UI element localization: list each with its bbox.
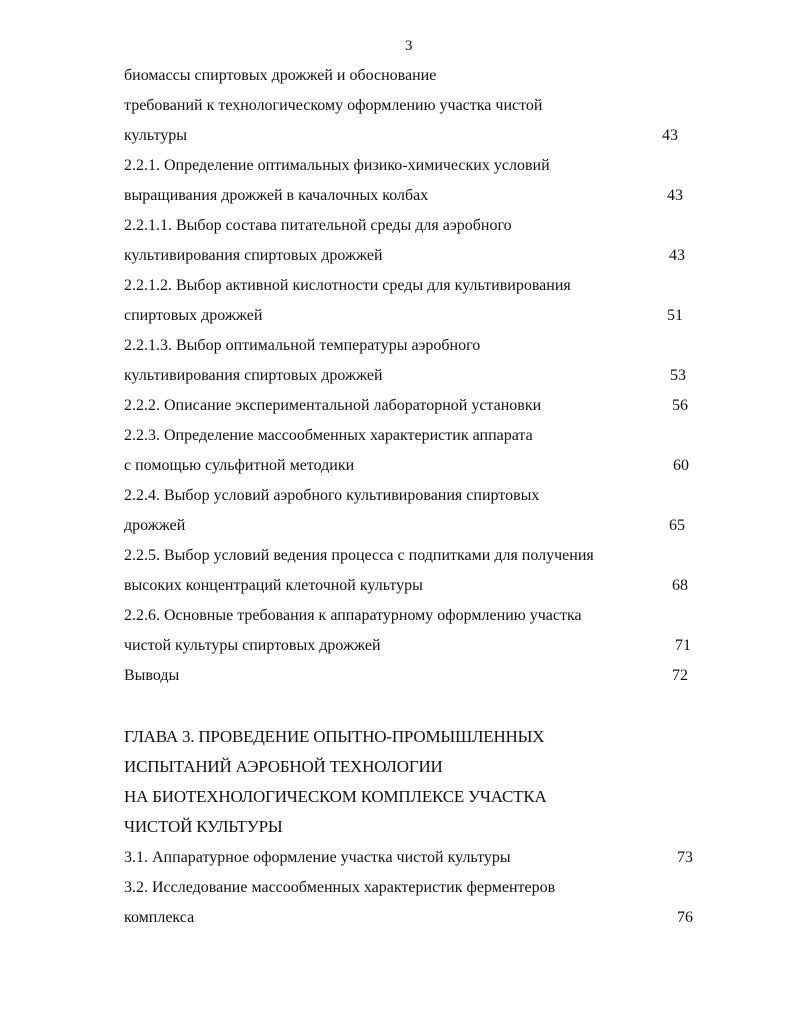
toc-line: 2.2.1.2. Выбор активной кислотности среды для культивирования	[124, 277, 571, 294]
chapter-heading-line: ЧИСТОЙ КУЛЬТУРЫ	[124, 817, 283, 836]
toc-line: 2.2.1.1. Выбор состава питательной среды для аэробного	[124, 217, 512, 234]
toc-line: выращивания дрожжей в качалочных колбах	[124, 187, 429, 204]
toc-page-number: 43	[667, 187, 683, 204]
toc-page-number: 53	[670, 367, 686, 384]
toc-page-number: 73	[677, 849, 693, 866]
toc-line: дрожжей	[124, 517, 186, 534]
toc-page-number: 56	[672, 397, 688, 414]
toc-line: 2.2.4. Выбор условий аэробного культивирования спиртовых	[124, 487, 540, 504]
toc-line: 2.2.1. Определение оптимальных физико-химических условий	[124, 157, 550, 174]
toc-line: биомассы спиртовых дрожжей и обоснование	[124, 67, 437, 84]
toc-line: культивирования спиртовых дрожжей	[124, 247, 383, 264]
toc-line: спиртовых дрожжей	[124, 307, 263, 324]
toc-page-number: 51	[667, 307, 683, 324]
toc-line: чистой культуры спиртовых дрожжей	[124, 637, 381, 654]
toc-line: 2.2.2. Описание экспериментальной лабораторной установки	[124, 397, 542, 414]
toc-line: 2.2.1.3. Выбор оптимальной температуры аэробного	[124, 337, 481, 354]
toc-line: Выводы	[124, 667, 180, 684]
toc-page-number: 65	[669, 517, 685, 534]
toc-page-number: 68	[672, 577, 688, 594]
toc-page-number: 76	[677, 909, 693, 926]
toc-page-number: 43	[662, 127, 678, 144]
toc-line: высоких концентраций клеточной культуры	[124, 577, 423, 594]
chapter-heading-line: ИСПЫТАНИЙ АЭРОБНОЙ ТЕХНОЛОГИИ	[124, 757, 443, 776]
chapter-heading-line: ГЛАВА 3. ПРОВЕДЕНИЕ ОПЫТНО-ПРОМЫШЛЕННЫХ	[124, 727, 545, 746]
toc-line: 2.2.3. Определение массообменных характеристик аппарата	[124, 427, 533, 444]
toc-page-number: 60	[673, 457, 689, 474]
toc-line: 3.1. Аппаратурное оформление участка чистой культуры	[124, 849, 511, 866]
toc-page-number: 43	[669, 247, 685, 264]
toc-line: 3.2. Исследование массообменных характеристик ферментеров	[124, 879, 556, 896]
toc-line: культивирования спиртовых дрожжей	[124, 367, 383, 384]
toc-line: с помощью сульфитной методики	[124, 457, 355, 474]
toc-line: требований к технологическому оформлению участка чистой	[124, 97, 543, 114]
page-number: 3	[405, 38, 413, 54]
toc-line: 2.2.6. Основные требования к аппаратурному оформлению участка	[124, 607, 582, 624]
chapter-heading-line: НА БИОТЕХНОЛОГИЧЕСКОМ КОМПЛЕКСЕ УЧАСТКА	[124, 787, 547, 806]
toc-page-number: 71	[675, 637, 691, 654]
toc-line: комплекса	[124, 909, 195, 926]
toc-line: 2.2.5. Выбор условий ведения процесса с подпитками для получения	[124, 547, 594, 564]
toc-line: культуры	[124, 127, 188, 144]
toc-page-number: 72	[672, 667, 688, 684]
